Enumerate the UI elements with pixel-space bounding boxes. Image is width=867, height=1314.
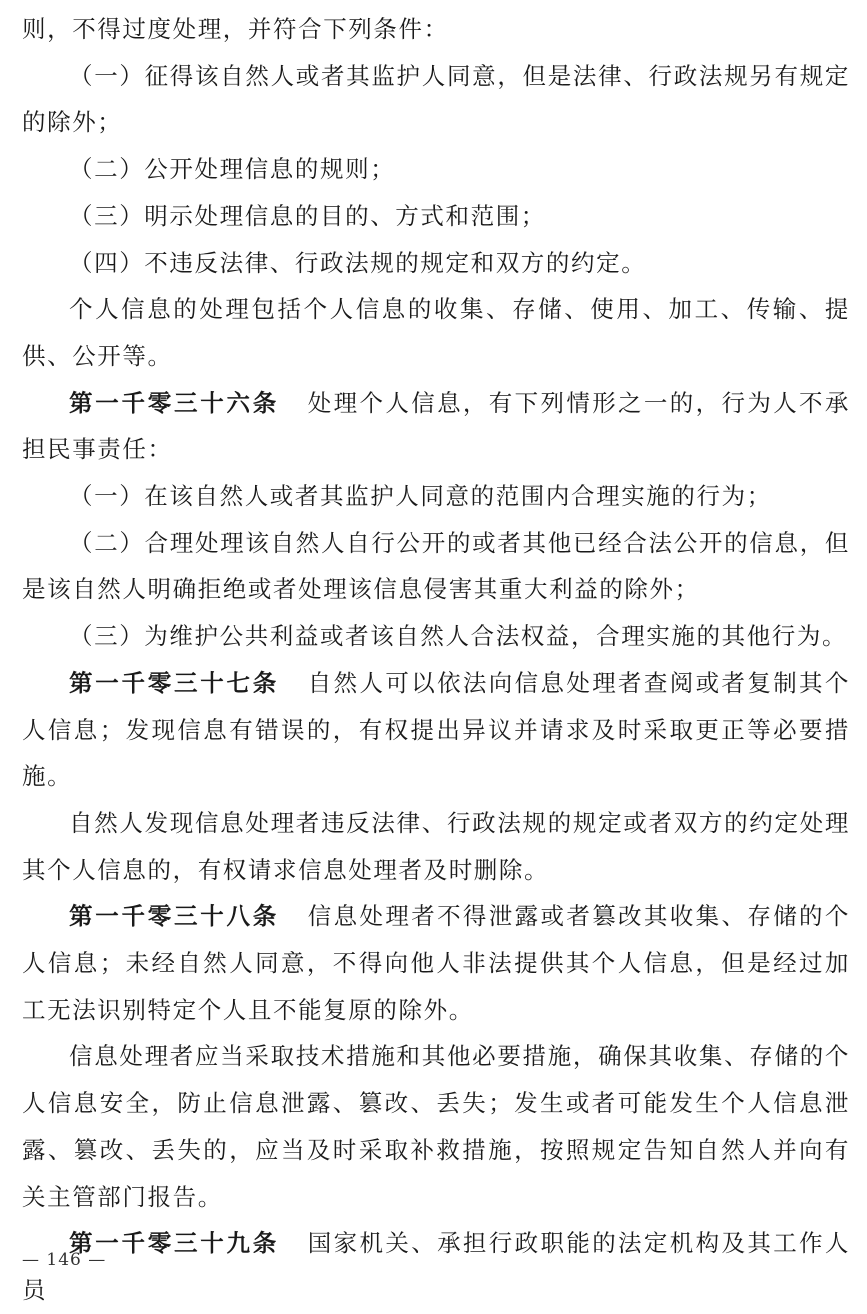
- article-number: 第一千零三十九条: [69, 1229, 280, 1258]
- paragraph-3: [22, 193, 850, 240]
- page-number: — 146 —: [22, 1250, 107, 1270]
- paragraph-text: 信息处理者不得泄露或者篡改其收集、存储的个人信息；未经自然人同意，不得向他人非法提供其个人信息，但是经过加工无法识别特定个人且不能复原的除外。: [22, 902, 850, 1024]
- paragraph-text: 则，不得过度处理，并符合下列条件：: [22, 15, 449, 43]
- paragraph-8: [22, 520, 850, 613]
- article-1038: [22, 893, 850, 1033]
- article-number: 第一千零三十六条: [69, 388, 280, 417]
- document-body: [22, 6, 850, 1314]
- article-1037: [22, 660, 850, 800]
- paragraph-text: （一）在该自然人或者其监护人同意的范围内合理实施的行为；: [69, 482, 772, 511]
- paragraph-text: （二）公开处理信息的规则；: [69, 155, 396, 184]
- paragraph-text: （三）明示处理信息的目的、方式和范围；: [69, 201, 546, 230]
- paragraph-text: 处理个人信息，有下列情形之一的，行为人不承担民事责任：: [22, 388, 850, 464]
- paragraph-text: （二）合理处理该自然人自行公开的或者其他已经合法公开的信息，但是该自然人明确拒绝或者处理该信息侵害其重大利益的除外；: [22, 528, 850, 604]
- paragraph-7: [22, 473, 850, 520]
- article-number: 第一千零三十八条: [69, 902, 280, 931]
- paragraph-2: [22, 146, 850, 193]
- paragraph-text: 个人信息的处理包括个人信息的收集、存储、使用、加工、传输、提供、公开等。: [22, 295, 850, 370]
- paragraph-text: （一）征得该自然人或者其监护人同意，但是法律、行政法规另有规定的除外；: [22, 61, 850, 137]
- paragraph-9: [22, 613, 850, 660]
- article-1039: [22, 1220, 850, 1313]
- paragraph-4: [22, 240, 850, 287]
- article-number: 第一千零三十七条: [69, 668, 280, 697]
- paragraph-text: （四）不违反法律、行政法规的规定和双方的约定。: [69, 248, 647, 277]
- paragraph-1: [22, 53, 850, 146]
- paragraph-0: [22, 6, 850, 53]
- paragraph-text: 国家机关、承担行政职能的法定机构及其工作人员: [22, 1229, 850, 1304]
- paragraph-text: （三）为维护公共利益或者该自然人合法权益，合理实施的其他行为。: [69, 622, 848, 651]
- paragraph-text: 信息处理者应当采取技术措施和其他必要措施，确保其收集、存储的个人信息安全，防止信息泄露、篡改、丢失；发生或者可能发生个人信息泄露、篡改、丢失的，应当及时采取补救措施，按照规定告知自然人并向有关主管部门报告。: [22, 1042, 850, 1211]
- paragraph-text: 自然人发现信息处理者违反法律、行政法规的规定或者双方的约定处理其个人信息的，有权请求信息处理者及时删除。: [22, 808, 850, 884]
- paragraph-text: 自然人可以依法向信息处理者查阅或者复制其个人信息；发现信息有错误的，有权提出异议并请求及时采取更正等必要措施。: [22, 668, 850, 791]
- paragraph-13: [22, 1033, 850, 1220]
- paragraph-5: [22, 286, 850, 379]
- paragraph-11: [22, 800, 850, 893]
- article-1036: [22, 380, 850, 473]
